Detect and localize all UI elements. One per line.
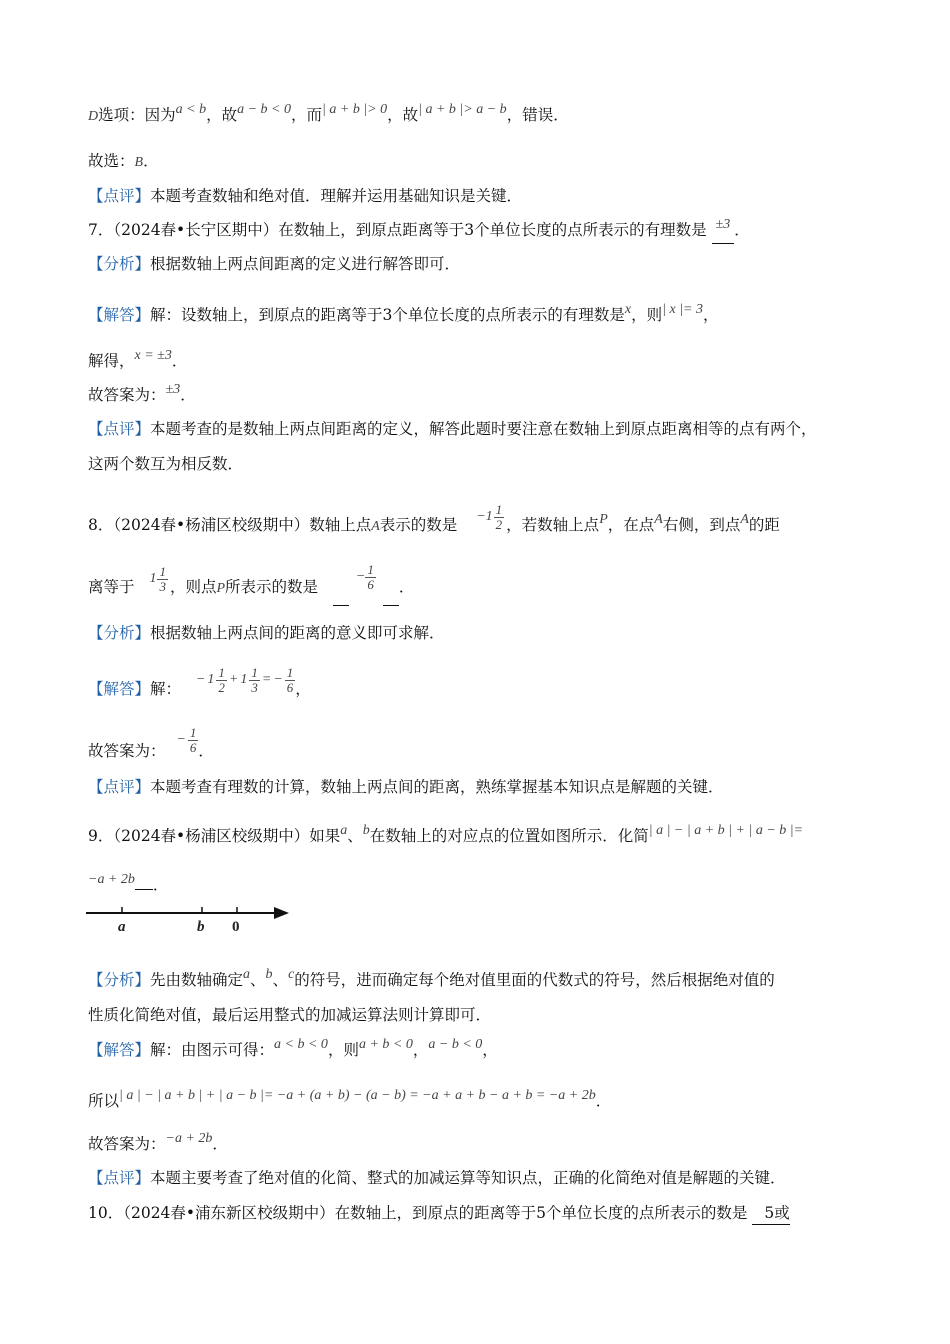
label-0: 0 xyxy=(232,919,240,935)
q7-solution: 【解答】解：设数轴上，到原点的距离等于3个单位长度的点所表示的有理数是x，则| x |= 3， xyxy=(88,302,719,324)
q9-answer-blank: −a + 2b xyxy=(88,874,153,898)
fraction-neg-one-half: − 1 $\frac{1}{2}$ xyxy=(476,501,503,532)
math-d-label: D xyxy=(88,109,99,124)
q6-comment-line: 【点评】本题考查数轴和绝对值．理解并运用基础知识是关键． xyxy=(88,187,523,205)
number-line-arrow xyxy=(274,907,289,919)
comment-tag: 【点评】 xyxy=(88,187,151,205)
number-line-figure xyxy=(86,900,296,940)
q6-choice-line: 故选：B． xyxy=(88,152,159,170)
q8-comment: 【点评】本题考查有理数的计算，数轴上两点间的距离，熟练掌握基本知识点是解题的关键． xyxy=(88,778,724,796)
q7-analysis: 【分析】根据数轴上两点间距离的定义进行解答即可． xyxy=(88,255,461,273)
q9-analysis-line1: 【分析】先由数轴确定a、b、c的符号，进而确定每个绝对值里面的代数式的符号，然后根据绝对值的 xyxy=(88,967,775,989)
label-a: a xyxy=(118,919,126,935)
q8-solution-expression: − 1 $\frac{1}{2}$ + 1 $\frac{1}{3}$ = − $\frac{1}{6}$ xyxy=(195,664,294,695)
q7-solve-line: 解得，x = ±3． xyxy=(88,348,188,370)
q7-answer-line: 故答案为：±3． xyxy=(88,382,196,404)
q8-answer-line: 故答案为： − $\frac{1}{6}$ ． xyxy=(88,724,214,760)
q9-stem-line1: 9．（2024春•杨浦区校级期中）如果a、b在数轴上的对应点的位置如图所示．化简| a | − | a + b | + | a − b |= xyxy=(88,823,804,845)
q9-analysis-line2: 性质化简绝对值，最后运用整式的加减运算法则计算即可． xyxy=(88,1006,492,1024)
q8-solution: 【解答】解： − 1 $\frac{1}{2}$ + 1 $\frac{1}{3}$ = − $\frac{1}{6}$ ， xyxy=(88,664,311,698)
label-b: b xyxy=(197,919,205,935)
q7-answer-blank: ±3 xyxy=(712,219,735,244)
q9-solution-line2: 所以| a | − | a + b | + | a − b |= −a + (a + b) − (a − b) = −a + a + b − a + b = −a + 2b． xyxy=(88,1088,612,1110)
q6-option-d-line: D选项：因为a < b，故a − b < 0，而| a + b |> 0，故| a + b |> a − b，错误． xyxy=(88,102,569,124)
fraction-one-third: 1 $\frac{1}{3}$ xyxy=(149,563,166,594)
q9-stem-line2: −a + 2b ． xyxy=(88,874,168,898)
q10-answer-blank: 5或 xyxy=(752,1202,789,1225)
q7-comment-line2: 这两个数互为相反数． xyxy=(88,455,244,473)
q8-answer-blank: − $\frac{1}{6}$ xyxy=(333,570,399,606)
q8-analysis: 【分析】根据数轴上两点间的距离的意义即可求解． xyxy=(88,624,445,642)
q9-comment: 【点评】本题主要考查了绝对值的化简、整式的加减运算等知识点，正确的化简绝对值是解题的关键． xyxy=(88,1169,786,1187)
q7-comment-line1: 【点评】本题考查的是数轴上两点间距离的定义，解答此题时要注意在数轴上到原点距离相等的点有两个， xyxy=(88,420,817,438)
q10-stem: 10．（2024春•浦东新区校级期中）在数轴上，到原点的距离等于5个单位长度的点所表示的数是 5或 xyxy=(88,1202,790,1225)
q7-stem: 7．（2024春•长宁区期中）在数轴上，到原点距离等于3个单位长度的点所表示的有理数是 ±3 ． xyxy=(88,219,750,244)
q8-stem-line2: 离等于 1 $\frac{1}{3}$ ，则点P所表示的数是 − $\frac{1}{6}$ ． xyxy=(88,570,414,606)
q9-solution-line1: 【解答】解：由图示可得：a < b < 0，则a + b < 0，a − b < 0， xyxy=(88,1037,498,1059)
q9-answer-line: 故答案为：−a + 2b． xyxy=(88,1131,228,1153)
q8-stem-line1: 8．（2024春•杨浦区校级期中）数轴上点A表示的数是 − 1 $\frac{1}{2}$ ，若数轴上点P，在点A右侧，到点A的距 xyxy=(88,501,780,534)
